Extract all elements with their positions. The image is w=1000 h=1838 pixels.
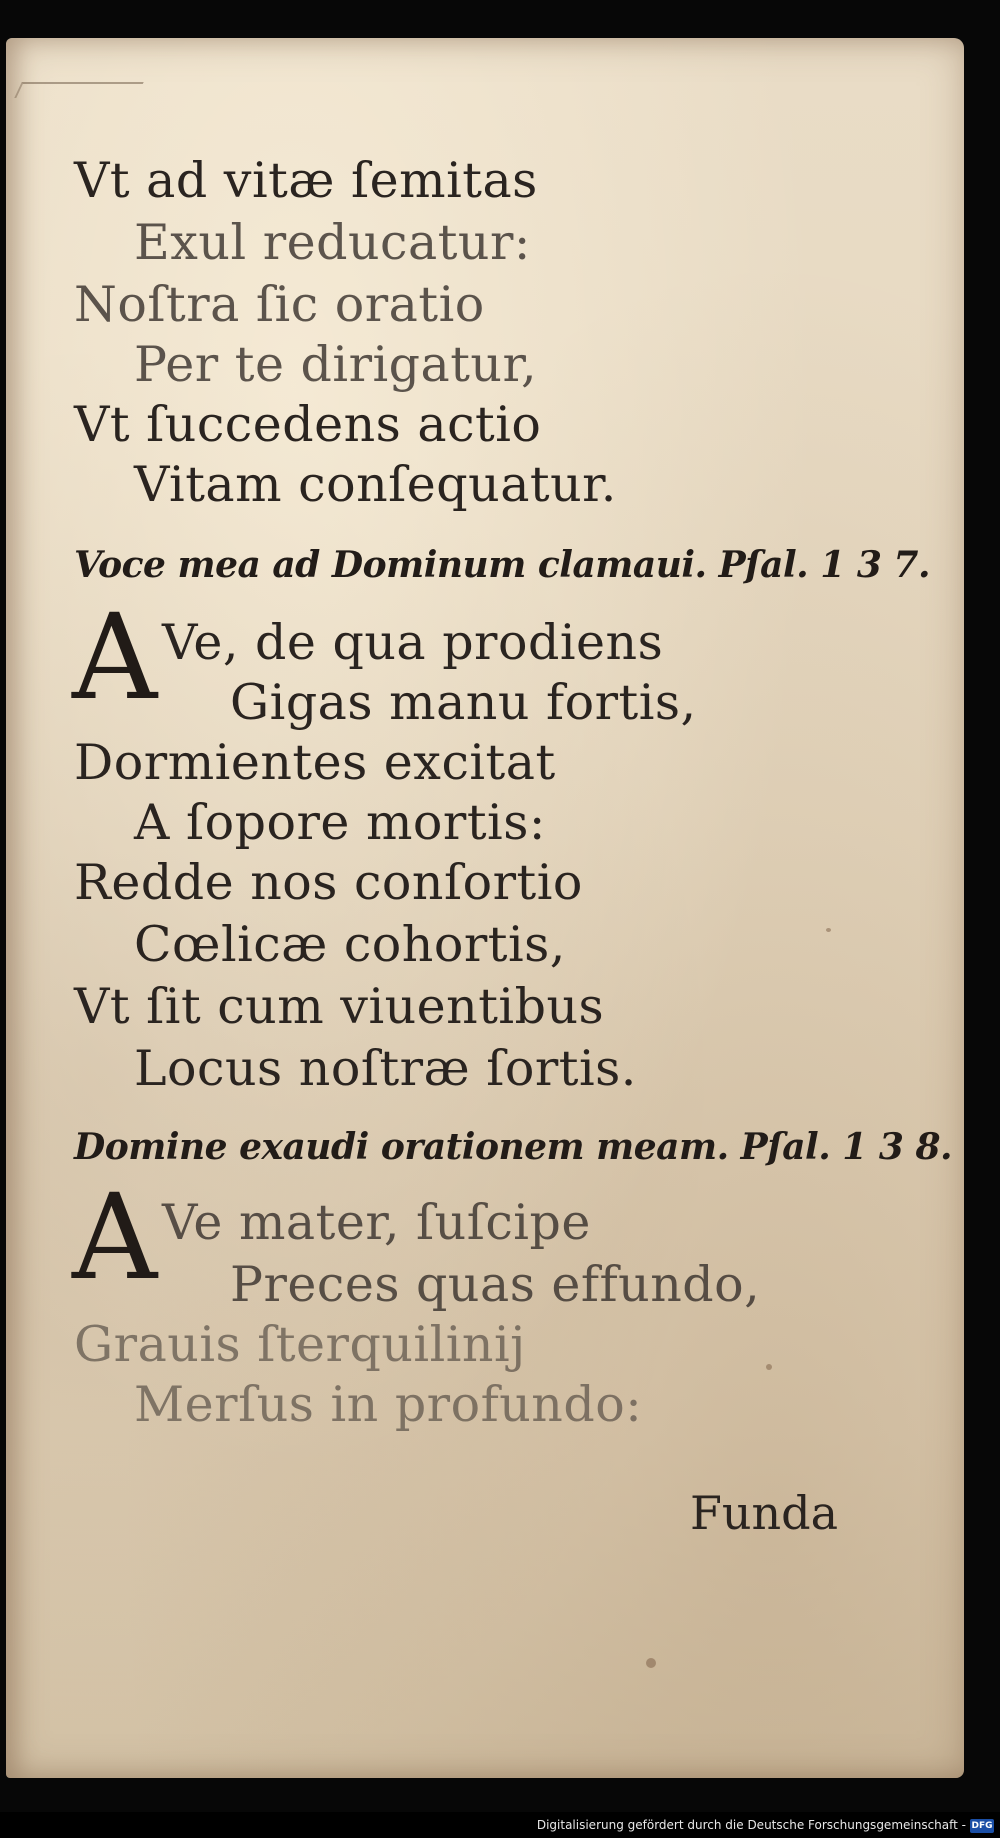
verse-line: Ve, de qua prodiens	[162, 614, 664, 671]
dfg-logo-icon: DFG	[971, 1821, 993, 1831]
verse-line: Vt ſit cum viuentibus	[74, 978, 605, 1035]
verse-line: Preces quas effundo,	[230, 1256, 761, 1313]
verse-line: Redde nos conſortio	[74, 854, 583, 911]
verse-line: Vt ad vitæ ſemitas	[74, 152, 538, 209]
psalm-heading: Domine exaudi orationem meam. Pſal. 1 3 8.	[74, 1126, 953, 1168]
verse-line: Gigas manu fortis,	[230, 674, 697, 731]
verse-line: Locus noſtræ ſortis.	[134, 1040, 637, 1097]
psalm-heading: Voce mea ad Dominum clamaui. Pſal. 1 3 7.	[74, 544, 930, 586]
footer-bar	[0, 1812, 1000, 1838]
verse-line: Vt ſuccedens actio	[74, 396, 542, 453]
verse-line: Ve mater, ſuſcipe	[162, 1194, 591, 1251]
verse-line: Cœlicæ cohortis,	[134, 916, 566, 973]
book-page	[6, 38, 964, 1778]
verse-line: Per te dirigatur,	[134, 336, 538, 393]
verse-line: Vitam conſequatur.	[134, 456, 617, 513]
drop-capital: A	[72, 1168, 158, 1306]
text-block	[6, 38, 964, 1778]
verse-line: Exul reducatur:	[134, 214, 531, 271]
catchword: Funda	[690, 1486, 839, 1540]
verse-line: Noſtra ſic oratio	[74, 276, 485, 333]
digitization-credit: Digitalisierung gefördert durch die Deutsche Forschungsgemeinschaft -	[536, 1818, 966, 1832]
drop-capital: A	[72, 588, 158, 726]
verse-line: Grauis ſterquilinij	[74, 1316, 526, 1373]
verse-line: Merſus in profundo:	[134, 1376, 643, 1433]
verse-line: Dormientes excitat	[74, 734, 556, 791]
verse-line: A ſopore mortis:	[134, 794, 546, 851]
